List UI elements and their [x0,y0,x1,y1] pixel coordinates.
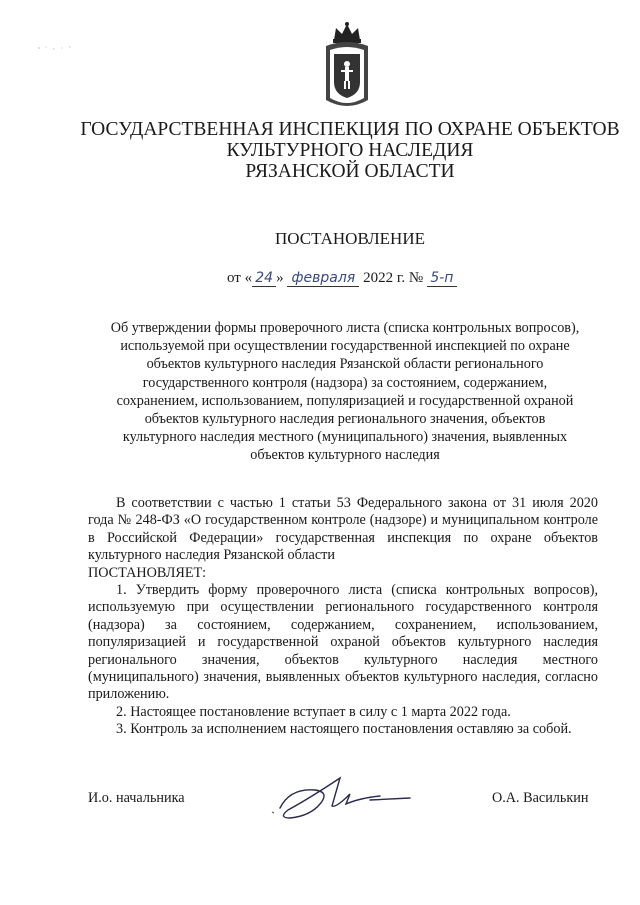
organization-line-2: КУЛЬТУРНОГО НАСЛЕДИЯ [226,140,474,161]
date-month: февраля [287,270,359,287]
scan-artifact [36,44,76,52]
handwritten-signature [270,768,420,828]
date-year: 2022 г. № [363,270,424,286]
document-type: ПОСТАНОВЛЕНИЕ [274,229,425,248]
date-day: 24 [252,270,276,287]
item-3: 3. Контроль за исполнением настоящего постановления оставляю за собой. [116,721,572,738]
document-body [88,495,598,739]
item-1: 1. Утвердить форму проверочного листа (списка контрольных вопросов), используемую при осуществлении регионального государственного контроля (надзора) за состоянием, содержанием, сохранением, использованием, популяризацией и государственной охраной объектов культурного наследия регионального значения, объектов культурного наследия местного (муниципального) значения, выявленных объектов культурного наследия, согласно приложению. [88,582,598,703]
organization-line-3: РЯЗАНСКОЙ ОБЛАСТИ [245,161,455,182]
signatory-name: О.А. Василькин [492,790,589,806]
preamble: В соответствии с частью 1 статьи 53 Федерального закона от 31 июля 2020 года № 248-ФЗ «О государственном контроле (надзоре) и муниципальном контроле в Российской Федерации» государственная инспекция по охране объектов культурного наследия Рязанской области [88,495,598,564]
coat-of-arms-icon [322,20,372,112]
date-prefix: от « [227,270,253,286]
document-number: 5-п [427,270,457,287]
date-line [227,270,457,287]
organization-line-1: ГОСУДАРСТВЕННАЯ ИНСПЕКЦИЯ ПО ОХРАНЕ ОБЪЕКТОВ [80,119,620,140]
command: ПОСТАНОВЛЯЕТ: [88,564,207,581]
date-mid: » [276,270,284,286]
item-2: 2. Настоящее постановление вступает в силу с 1 марта 2022 года. [116,703,511,720]
document-subject: Об утверждении формы проверочного листа (списка контрольных вопросов), используемой при осуществлении государственной инспекцией по охране объектов культурного наследия Рязанской области регионального государственного контроля (надзора) за состоянием, содержанием, сохранением, использованием, популяризацией и государственной охраной объектов культурного наследия регионального значения, объектов культурного наследия местного (муниципального) значения, выявленных объектов культурного наследия [110,320,580,464]
signatory-title: И.о. начальника [88,790,185,806]
